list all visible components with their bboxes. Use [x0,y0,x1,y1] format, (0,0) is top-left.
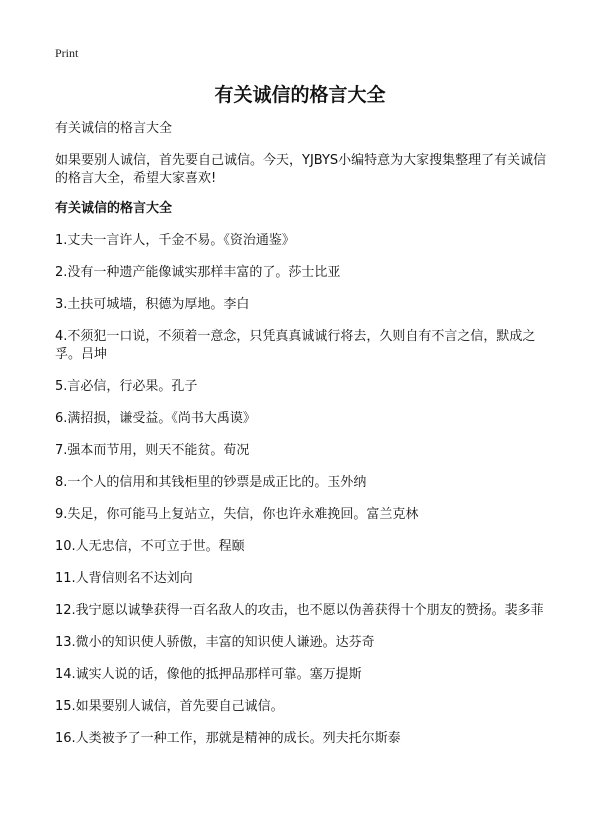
quote-item: 10.人无忠信，不可立于世。程颐 [55,539,245,554]
quote-item: 13.微小的知识使人骄傲，丰富的知识使人谦逊。达芬奇 [55,635,375,650]
quote-item: 7.强本而节用，则天不能贫。荀况 [55,443,250,458]
subtitle: 有关诚信的格言大全 [55,121,173,136]
quote-item: 5.言必信，行必果。孔子 [55,379,198,394]
quote-item: 1.丈夫一言许人，千金不易。《资治通鉴》 [55,233,295,248]
quote-item: 16.人类被予了一种工作，那就是精神的成长。列夫托尔斯泰 [55,731,401,746]
quote-item: 14.诚实人说的话，像他的抵押品那样可靠。塞万提斯 [55,667,362,682]
document-body [55,120,555,762]
section-heading: 有关诚信的格言大全 [55,201,173,216]
quote-item: 3.土扶可城墙，积德为厚地。李白 [55,297,250,312]
quote-item: 11.人背信则名不达刘向 [55,571,193,586]
print-label: Print [55,46,79,60]
quote-item: 8.一个人的信用和其钱柜里的钞票是成正比的。玉外纳 [55,475,367,490]
page-title: 有关诚信的格言大全 [214,84,386,106]
quote-item: 6.满招损，谦受益。《尚书大禹谟》 [55,411,256,426]
quote-item: 15.如果要别人诚信，首先要自己诚信。 [55,699,284,714]
quote-item: 9.失足，你可能马上复站立，失信，你也许永难挽回。富兰克林 [55,507,419,522]
quote-item: 4.不须犯一口说，不须着一意念，只凭真真诚诚行将去，久则自有不言之信，默成之孚。吕坤 [55,329,536,362]
intro-paragraph: 如果要别人诚信，首先要自己诚信。今天，YJBYS小编特意为大家搜集整理了有关诚信的格言大全，希望大家喜欢! [55,153,547,186]
quote-item: 12.我宁愿以诚挚获得一百名敌人的攻击，也不愿以伪善获得十个朋友的赞扬。裴多菲 [55,603,544,618]
quote-item: 2.没有一种遗产能像诚实那样丰富的了。莎士比亚 [55,265,341,280]
